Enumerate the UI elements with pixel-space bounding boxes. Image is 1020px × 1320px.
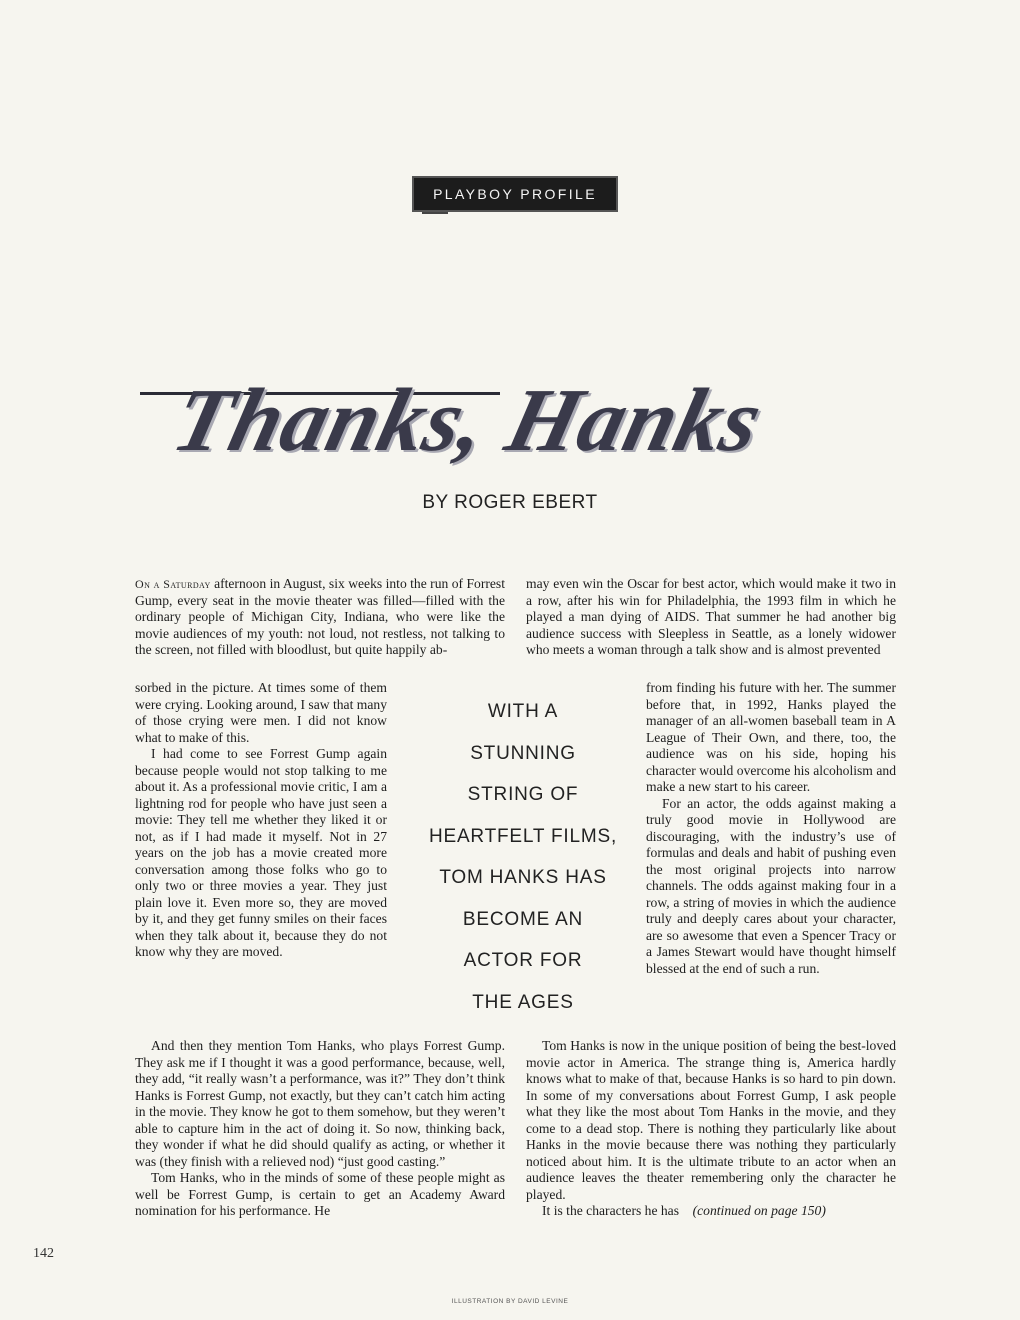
article-column-right-wrap [646, 680, 896, 977]
article-paragraph: sorbed in the picture. At times some of them were crying. Looking around, I saw that many of those crying were men. I did not know what to make of this. [135, 680, 387, 745]
pull-quote-line: STRING OF [467, 784, 579, 805]
article-paragraph: And then they mention Tom Hanks, who plays Forrest Gump. They ask me if I thought it was a good performance, because, well, they add, “it really wasn’t a performance, was it?” They don’t think Hanks is Forrest Gump, not exactly, but they can’t catch him acting in the movie. They know he got to them somehow, but they weren’t able to capture him in the act of doing it. So now, thinking back, they wonder if what he did should qualify as acting, or whether it was (they finish with a relieved nod) “just good casting.” [135, 1038, 505, 1169]
continued-note: (continued on page 150) [692, 1203, 826, 1218]
section-label [412, 176, 618, 212]
pull-quote [400, 700, 646, 1032]
headline-block [140, 372, 900, 470]
article-paragraph: Tom Hanks, who in the minds of some of these people might as well be Forrest Gump, is certain to get an Academy Award nomination for his performance. He [135, 1170, 505, 1218]
section-label-text: PLAYBOY PROFILE [433, 186, 597, 202]
drop-in-smallcaps: On a Saturday [135, 577, 211, 591]
headline: Thanks, Hanks [164, 371, 772, 470]
pull-quote-line: WITH A [487, 701, 559, 722]
article-paragraph [135, 576, 505, 659]
section-label-underline [422, 212, 448, 214]
article-column-left-top [135, 576, 505, 659]
pull-quote-line: THE AGES [472, 991, 574, 1013]
article-paragraph: may even win the Oscar for best actor, which would make it two in a row, after his win for Philadelphia, the 1993 film in which he played a man dying of AIDS. That summer he had another big audience success with Sleepless in Seattle, as a lonely widower who meets a woman through a talk show and is almost prevented [526, 576, 896, 657]
pull-quote-line: ACTOR FOR [463, 950, 583, 971]
paragraph-text: afternoon in August, six weeks into the run of Forrest Gump, every seat in the movie theater was filled—filled with the ordinary people of Michigan City, Indiana, who were like the movie audiences of my youth: not loud, not restless, not talking to the screen, not filled with bloodlust, but quite happily ab- [135, 576, 505, 657]
illustration-credit: ILLUSTRATION BY DAVID LEVINE [451, 1298, 569, 1305]
article-column-right-bottom [526, 1038, 896, 1220]
article-paragraph: Tom Hanks is now in the unique position of being the best-loved movie actor in America. The strange thing is, America hardly knows what to make of that, because Hanks is so hard to pin down. In some of my conversations about Forrest Gump, I ask people what they like the most about Tom Hanks in the movie, and they come to a dead stop. There is nothing they particularly like about Hanks in the movie because there was nothing they particularly noticed about him. It is the ultimate tribute to an actor when an audience leaves the theater remembering only the character he played. [526, 1038, 896, 1202]
article-paragraph [526, 1203, 896, 1220]
byline: BY ROGER EBERT [422, 492, 598, 513]
article-column-right-top [526, 576, 896, 659]
pull-quote-line: HEARTFELT FILMS, [428, 825, 618, 847]
article-column-left-wrap [135, 680, 387, 961]
article-paragraph: For an actor, the odds against making a truly good movie in Hollywood are discouraging, with the industry’s use of formulas and deals and habit of pushing even the most original projects into narrow channels. The odds against making four in a row, a string of movies in which the audience truly and deeply cares about your character, are so awesome that even a Spencer Tracy or a James Stewart would have thought himself blessed at the end of such a run. [646, 795, 896, 976]
page-number: 142 [33, 1246, 54, 1261]
article-paragraph: I had come to see Forrest Gump again because people would not stop talking to me about it. As a professional movie critic, I am a lightning rod for people who have just seen a movie: They tell me whether they liked it or not, as if I had made it myself. Not in 27 years on the job has a movie created more conversation among those folks who go to only two or three movies a year. They just plain love it. Even more so, they are moved by it, and they get funny smiles on their faces when they talk about it, because they do not know why they are moved. [135, 746, 387, 959]
article-column-left-bottom [135, 1038, 505, 1220]
paragraph-text: It is the characters he has [542, 1203, 680, 1218]
article-paragraph: from finding his future with her. The summer before that, in 1992, Hanks played the manager of an all-women baseball team in A League of Their Own, and there, too, the audience was on his side, hoping his character would overcome his alcoholism and make a new start to his career. [646, 680, 896, 794]
pull-quote-line: STUNNING [470, 742, 576, 764]
pull-quote-line: TOM HANKS HAS [439, 867, 607, 888]
pull-quote-line: BECOME AN [462, 908, 584, 930]
